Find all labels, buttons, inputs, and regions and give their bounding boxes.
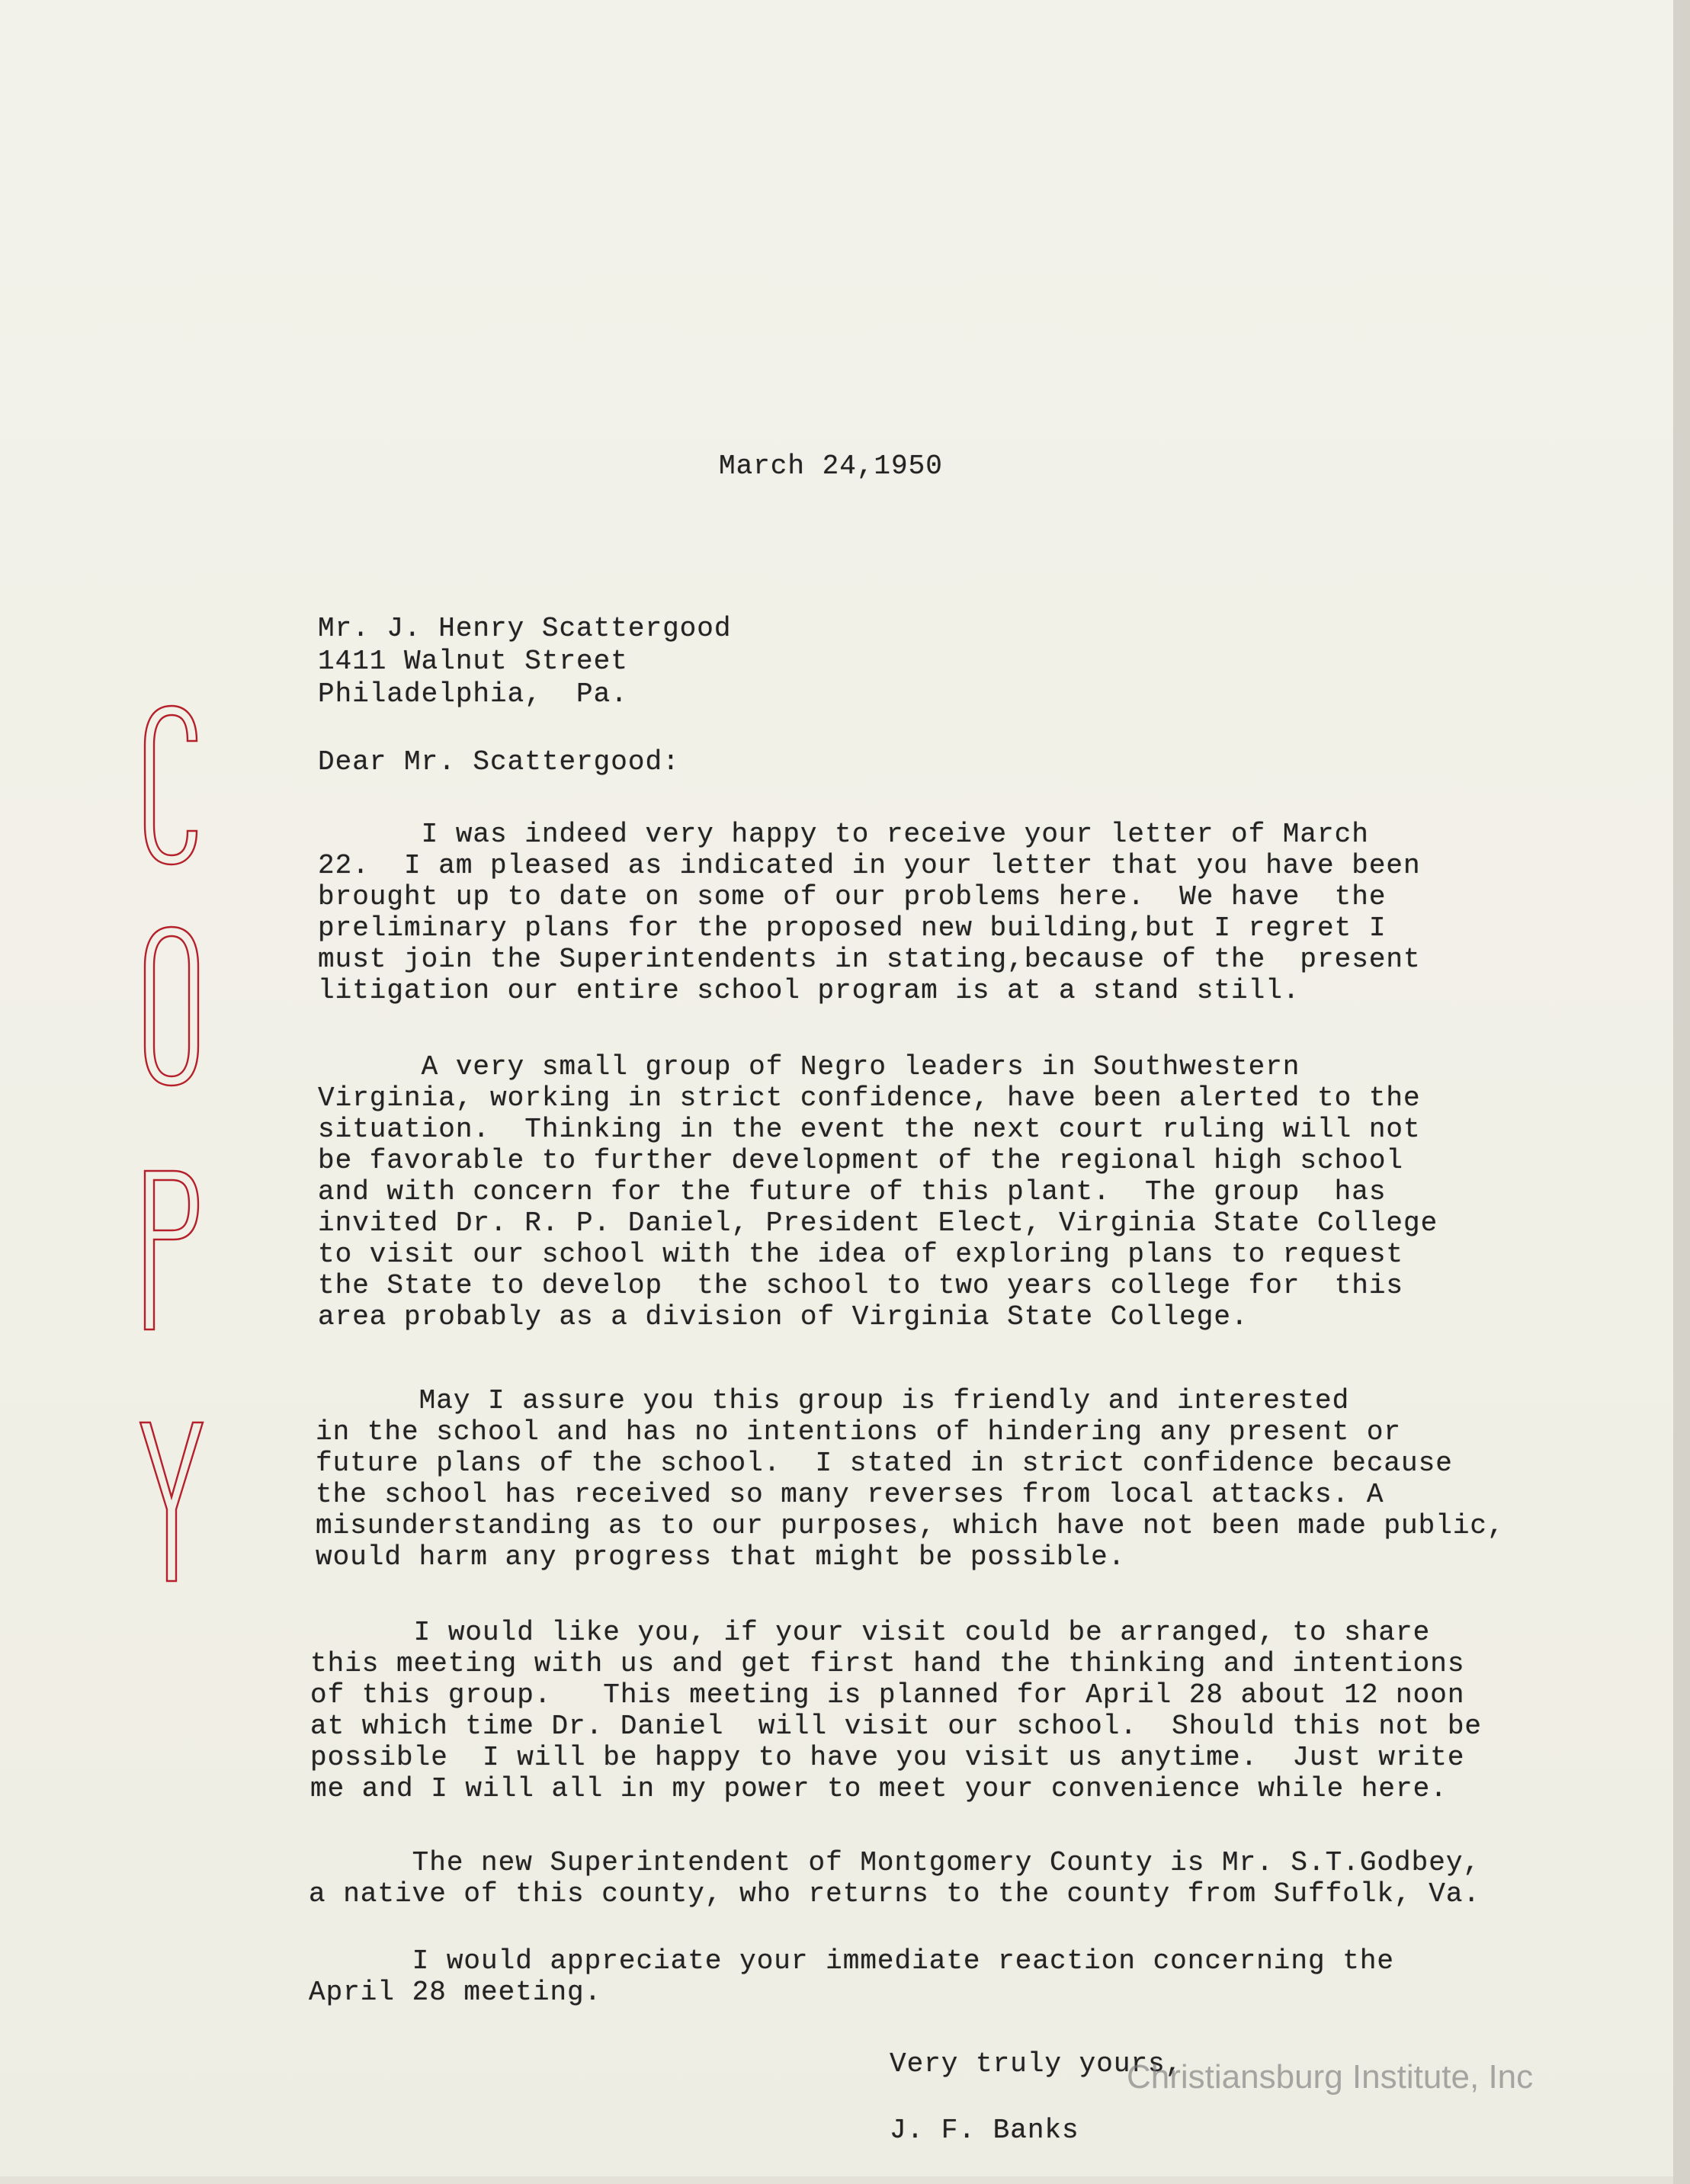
copy-stamp-letter-c bbox=[137, 701, 206, 869]
recipient-city: Philadelphia, Pa. bbox=[318, 678, 628, 710]
recipient-street: 1411 Walnut Street bbox=[318, 646, 628, 677]
body-paragraph: I was indeed very happy to receive your letter of March 22. I am pleased as indicated in your letter that you have been brought up to date on some of our problems here. We have the preliminary plans for the proposed new building,but I regret I must join the Superintendents in stating,because of the present litigation our entire school program is at a stand still. bbox=[318, 819, 1421, 1006]
copy-stamp-letter-y bbox=[137, 1418, 206, 1586]
salutation: Dear Mr. Scattergood: bbox=[318, 746, 680, 778]
body-paragraph: May I assure you this group is friendly and interested in the school and has no intentions of hindering any present or future plans of the school. I stated in strict confidence because the school has received so many reverses from local attacks. A misunderstanding as to our purposes, which have not been made public, would harm any progress that might be possible. bbox=[316, 1385, 1505, 1573]
signature-name: J. F. Banks bbox=[890, 2115, 1079, 2146]
complimentary-close: Very truly yours, bbox=[890, 2048, 1183, 2080]
body-paragraph: I would appreciate your immediate reaction concerning the April 28 meeting. bbox=[309, 1945, 1395, 2008]
copy-stamp-letter-o bbox=[137, 922, 206, 1090]
recipient-name: Mr. J. Henry Scattergood bbox=[318, 613, 732, 644]
archive-watermark: Christiansburg Institute, Inc bbox=[1127, 2058, 1534, 2096]
copy-stamp bbox=[122, 686, 221, 1601]
body-paragraph: I would like you, if your visit could be arranged, to share this meeting with us and get first hand the thinking and intentions of this group. This meeting is planned for April 28 about 12 noon at which time Dr. Daniel will visit our school. Should this not be possible I will be happy to have you visit us anytime. Just write me and I will all in my power to meet your convenience while here. bbox=[310, 1617, 1483, 1804]
copy-stamp-letter-p bbox=[137, 1166, 206, 1334]
body-paragraph: The new Superintendent of Montgomery County is Mr. S.T.Godbey, a native of this county, who returns to the county from Suffolk, Va. bbox=[309, 1847, 1481, 1910]
body-paragraph: A very small group of Negro leaders in Southwestern Virginia, working in strict confidence, have been alerted to the situation. Thinking in the event the next court ruling will not be favorable to further development of the regional high school and with concern for the future of this plant. The group has invited Dr. R. P. Daniel, President Elect, Virginia State College to visit our school with the idea of exploring plans to request the State to develop the school to two years college for this area probably as a division of Virginia State College. bbox=[318, 1051, 1438, 1333]
letter-date: March 24,1950 bbox=[719, 451, 943, 482]
